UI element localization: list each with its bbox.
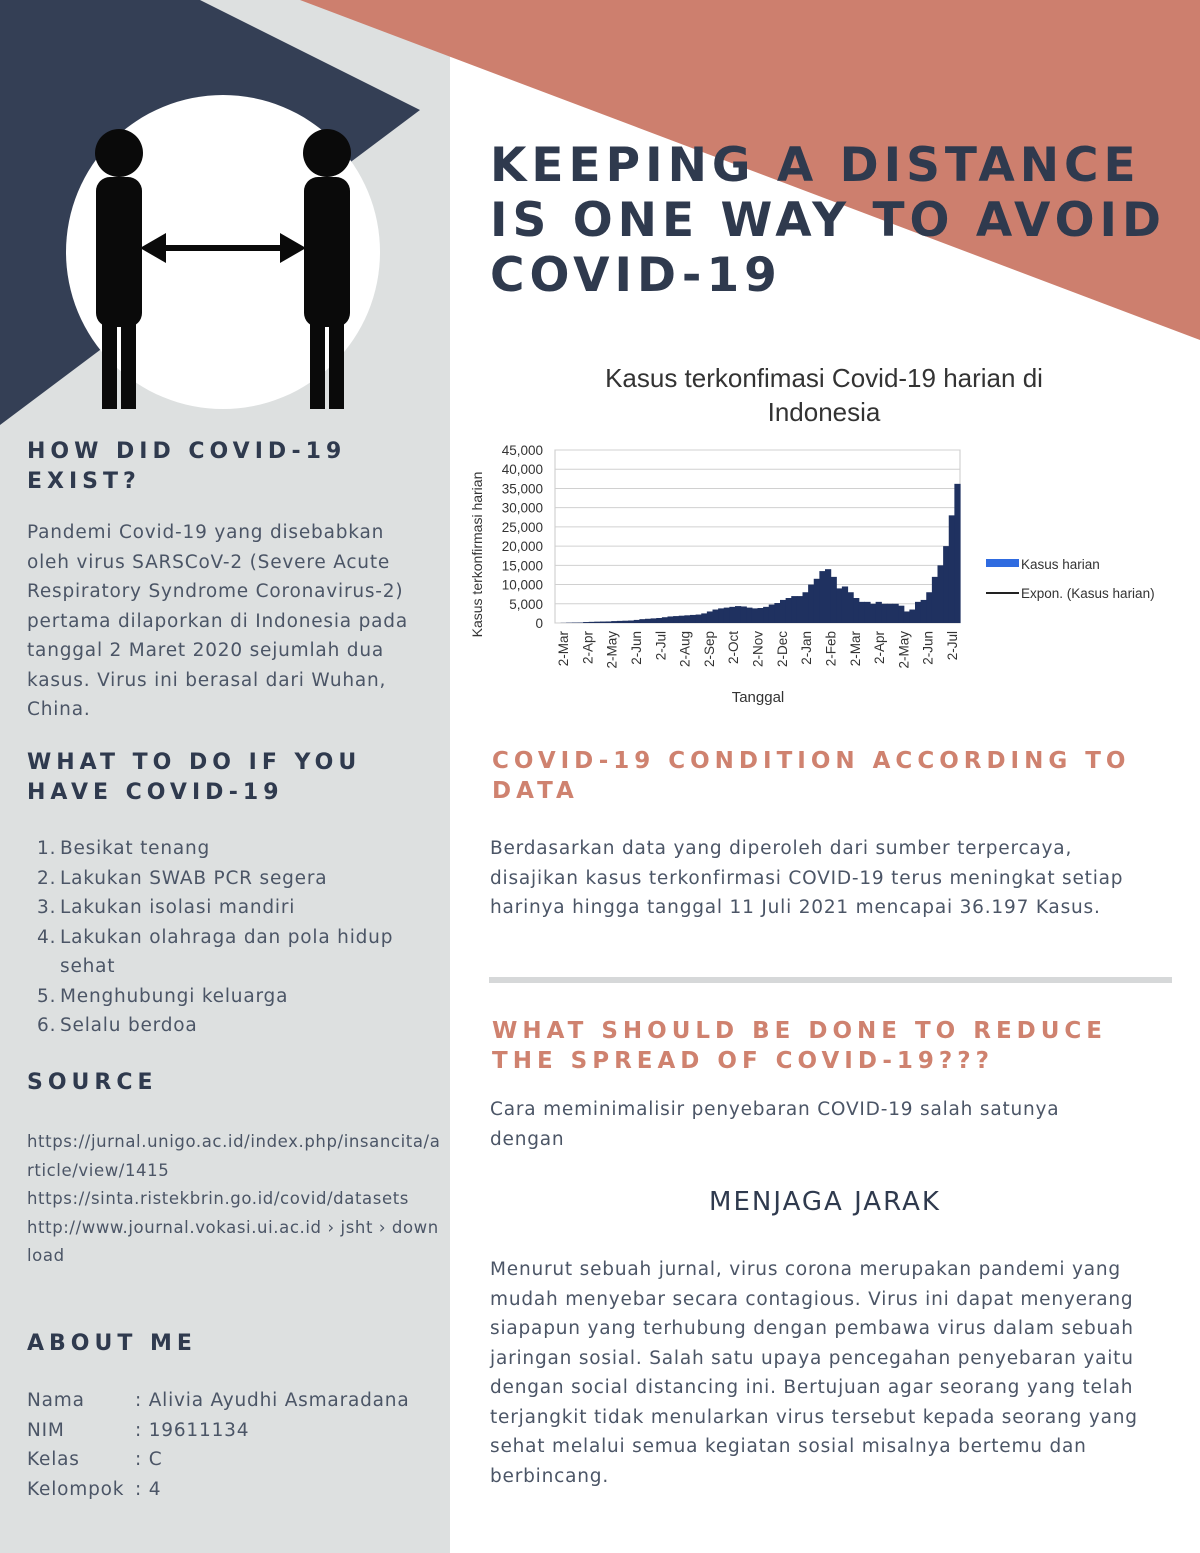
x-tick-label: 2-Dec	[774, 631, 790, 668]
bar	[915, 602, 921, 623]
bar	[803, 592, 809, 623]
bar	[690, 615, 696, 623]
bar	[623, 621, 629, 623]
source-link[interactable]: https://jurnal.unigo.ac.id/index.php/insancita/article/view/1415	[27, 1132, 441, 1180]
bar	[724, 608, 730, 623]
list-item: 1. Besikat tenang	[37, 838, 211, 859]
bar	[831, 577, 837, 623]
source-heading: SOURCE	[27, 1070, 158, 1095]
y-tick-label: 20,000	[501, 539, 543, 555]
plot-area	[555, 450, 960, 623]
bar	[780, 600, 786, 623]
bar	[617, 621, 623, 623]
legend-label: Kasus harian	[1021, 557, 1100, 572]
bar	[645, 619, 651, 623]
bar	[769, 605, 775, 623]
bar	[808, 585, 814, 623]
y-tick-label: 25,000	[501, 519, 543, 535]
bar	[662, 617, 668, 623]
list-item: 2. Lakukan SWAB PCR segera	[37, 867, 328, 889]
bar	[763, 607, 769, 623]
bar	[870, 604, 876, 623]
x-tick-label: 2-Oct	[726, 631, 742, 665]
bar	[893, 604, 899, 623]
page-title: KEEPING A DISTANCE IS ONE WAY TO AVOID COVID-19	[490, 138, 1167, 303]
x-tick-label: 2-Jan	[799, 631, 815, 665]
source-link[interactable]: https://sinta.ristekbrin.go.id/covid/datasets	[27, 1189, 409, 1208]
condition-heading: COVID-19 CONDITION ACCORDING TO DATA	[492, 748, 1131, 804]
reduce-intro: Cara meminimalisir penyebaran COVID-19 salah satunya dengan	[490, 1099, 1060, 1150]
x-tick-label: 2-Nov	[750, 631, 766, 668]
bar	[668, 616, 674, 623]
x-axis-label: Tanggal	[731, 689, 785, 706]
legend-swatch-bar	[986, 559, 1019, 567]
how-text: Pandemi Covid-19 yang disebabkan oleh virus SARSCoV-2 (Severe Acute Respiratory Syndrome Coronavirus-2) pertama dilaporkan di Indonesia pada tanggal 2 Maret 2020 sejumlah dua kasus. Virus ini berasal dari Wuhan, China.	[27, 522, 408, 720]
bar	[932, 577, 938, 623]
bar	[887, 604, 893, 623]
list-item: 4. Lakukan olahraga dan pola hidup sehat	[37, 926, 394, 977]
x-tick-label: 2-Jul	[945, 631, 960, 661]
bar	[814, 579, 820, 623]
bar	[848, 592, 854, 623]
y-tick-label: 40,000	[501, 462, 543, 478]
bar	[718, 608, 724, 623]
y-tick-label: 30,000	[501, 500, 543, 516]
chart-title: Indonesia	[767, 397, 881, 427]
bar	[926, 592, 932, 623]
x-tick-label: 2-Jul	[653, 631, 669, 661]
x-tick-label: 2-Mar	[847, 631, 863, 667]
bar	[735, 606, 741, 623]
list-item: 3. Lakukan isolasi mandiri	[37, 897, 296, 918]
bar	[791, 596, 797, 623]
about-row: Kelas : C	[27, 1449, 163, 1470]
bar	[741, 606, 747, 623]
bar	[656, 618, 662, 623]
bar	[797, 596, 803, 623]
bar	[701, 613, 707, 623]
y-tick-label: 35,000	[501, 481, 543, 497]
bar	[954, 484, 960, 623]
bar	[758, 608, 764, 623]
about-row: NIM : 19611134	[27, 1419, 250, 1441]
about-row: Kelompok : 4	[27, 1478, 162, 1500]
bar	[938, 565, 944, 623]
bar	[639, 619, 645, 623]
list-item: 5. Menghubungi keluarga	[37, 985, 289, 1007]
y-tick-label: 45,000	[501, 443, 543, 458]
bar	[606, 621, 612, 623]
x-tick-label: 2-Sep	[701, 631, 717, 668]
bar	[696, 615, 702, 623]
bar	[679, 616, 685, 623]
social-distancing-illustration	[66, 95, 380, 409]
bar	[746, 608, 752, 623]
bar	[943, 546, 949, 623]
bar	[583, 622, 589, 623]
how-heading: HOW DID COVID-19 EXIST?	[27, 439, 347, 494]
bar	[842, 586, 848, 623]
bar	[909, 610, 915, 623]
body-text: Menurut sebuah jurnal, virus corona merupakan pandemi yang mudah menyebar secara contagious. Virus ini dapat menyerang siapapun yang terhubung dengan pembawa virus dalam sebuah jaringan sosial. Salah satu upaya pencegahan penyebaran yaitu dengan social distancing ini. Bertujuan agar seorang yang telah terjangkit tidak menularkan virus tersebut kepada seorang yang sehat melalui semua kegiatan sosial misalnya bertemu dan berbincang.	[490, 1259, 1138, 1487]
condition-text: Berdasarkan data yang diperoleh dari sumber terpercaya, disajikan kasus terkonfirmasi COVID-19 terus meningkat setiap harinya hingga tanggal 11 Juli 2021 mencapai 36.197 Kasus.	[490, 838, 1124, 918]
source-link[interactable]: http://www.journal.vokasi.ui.ac.id › jsht › download	[27, 1217, 439, 1265]
bar	[949, 515, 955, 623]
bar	[825, 569, 831, 623]
todo-list	[37, 834, 437, 1041]
source-list	[27, 1128, 442, 1271]
bar	[876, 602, 882, 623]
x-tick-label: 2-Mar	[556, 631, 571, 667]
bar	[864, 602, 870, 623]
bar	[904, 611, 910, 623]
bar	[707, 611, 713, 623]
x-tick-label: 2-May	[604, 631, 620, 669]
x-tick-label: 2-Aug	[677, 631, 693, 668]
x-tick-label: 2-Feb	[823, 631, 839, 667]
legend-label: Expon. (Kasus harian)	[1021, 586, 1155, 601]
bar	[898, 606, 904, 623]
bar	[634, 620, 640, 623]
bar	[651, 618, 657, 623]
bar	[859, 602, 865, 623]
list-item: 6. Selalu berdoa	[37, 1015, 198, 1036]
bar	[628, 621, 634, 623]
bar	[921, 600, 927, 623]
reduce-heading: WHAT SHOULD BE DONE TO REDUCE THE SPREAD OF COVID-19???	[492, 1018, 1108, 1074]
x-tick-label: 2-Apr	[580, 631, 596, 665]
todo-heading: WHAT TO DO IF YOU HAVE COVID-19	[27, 750, 362, 805]
y-tick-label: 0	[535, 616, 543, 631]
divider	[489, 977, 1172, 983]
bar	[729, 607, 735, 623]
bar	[589, 622, 595, 623]
x-tick-label: 2-Jun	[628, 631, 644, 665]
about-heading: ABOUT ME	[27, 1331, 197, 1356]
about-row: Nama : Alivia Ayudhi Asmaradana	[27, 1390, 410, 1411]
bar	[819, 571, 825, 623]
bar	[786, 598, 792, 623]
y-tick-label: 5,000	[509, 596, 543, 612]
subheading: MENJAGA JARAK	[709, 1187, 941, 1217]
bar	[752, 608, 758, 623]
y-axis-label: Kasus terkonfirmasi harian	[469, 471, 485, 638]
bar	[836, 588, 842, 623]
daily-cases-chart	[462, 355, 1197, 715]
bar	[881, 604, 887, 623]
bar	[853, 598, 859, 623]
chart-title: Kasus terkonfimasi Covid-19 harian di	[605, 363, 1043, 393]
bar	[611, 621, 617, 623]
bar	[594, 622, 600, 623]
bar	[684, 615, 690, 623]
x-tick-label: 2-Jun	[920, 631, 936, 665]
y-tick-label: 15,000	[501, 558, 543, 574]
bar	[774, 603, 780, 623]
y-tick-label: 10,000	[501, 577, 543, 593]
x-tick-label: 2-May	[896, 631, 912, 669]
bar	[713, 610, 719, 623]
bar	[673, 616, 679, 623]
x-tick-label: 2-Apr	[872, 631, 888, 665]
bar	[600, 622, 606, 623]
about-details	[27, 1386, 409, 1504]
